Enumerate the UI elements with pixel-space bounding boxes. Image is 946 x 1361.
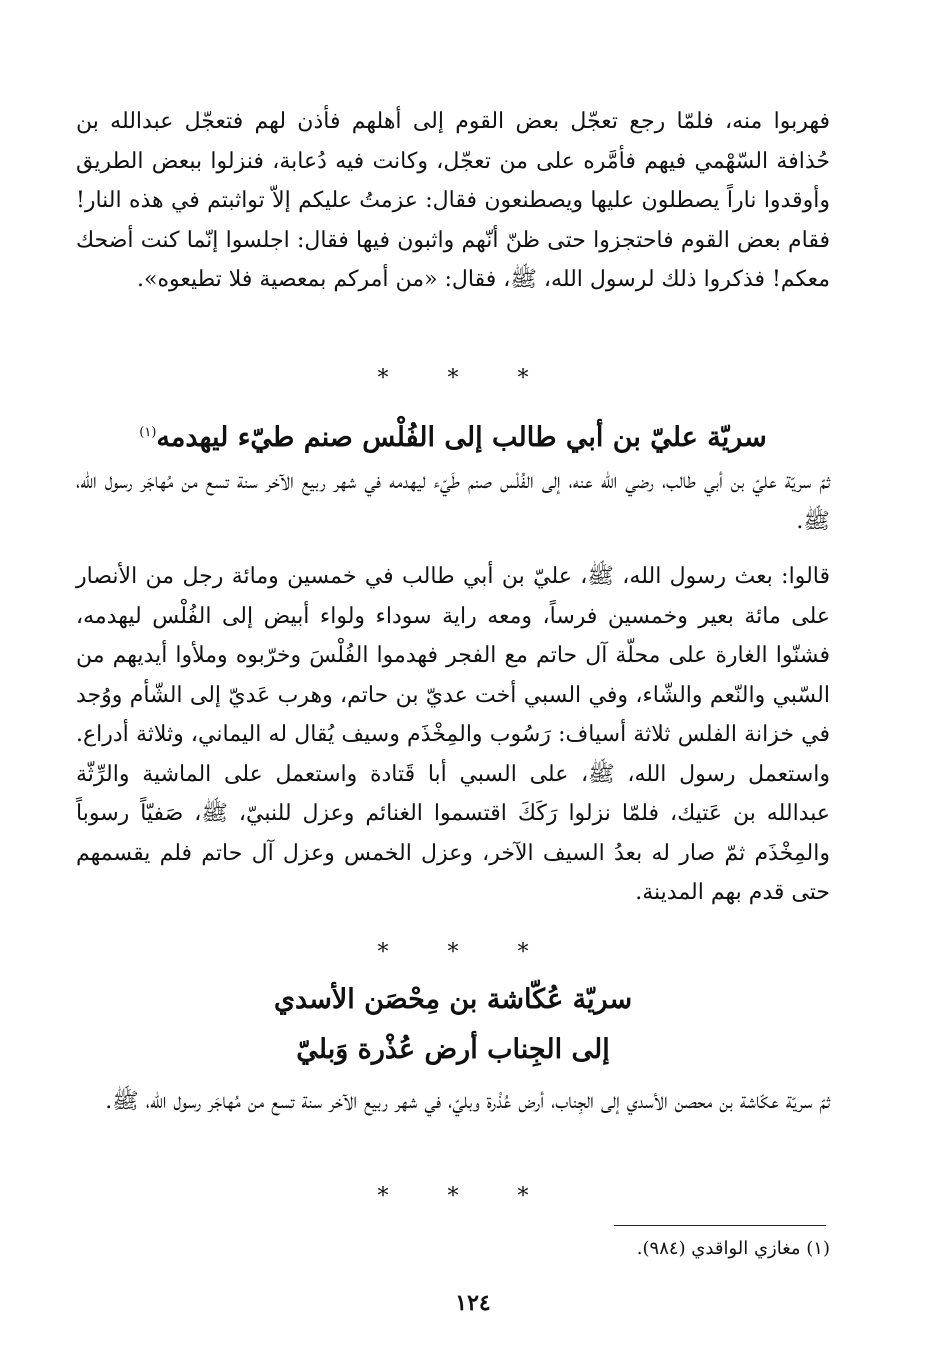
footnote-divider — [614, 1225, 826, 1226]
paragraph-ukkasha — [76, 1082, 830, 1122]
page-number: ١٢٤ — [455, 1290, 491, 1316]
paragraph-ali-narrative — [76, 557, 830, 913]
paragraph-opening — [76, 102, 830, 300]
separator-star: * — [517, 366, 529, 391]
heading-text: سريّة عليّ بن أبي طالب إلى الفُلْس صنم طيّء ليهدمه — [156, 422, 767, 453]
heading-line-2: إلى الجِناب أرض عُذْرة وَبليّ — [296, 1034, 610, 1065]
separator-star: * — [447, 366, 459, 391]
paragraph-text: ثمّ سريّة عليّ بن أبي طالب، رضي الله عنه، إلى الفُلْس صنم طَيّء ليهدمه في شهر ربيع الآخر سنة تسع من مُهاجَر رسول الله، ﷺ. — [76, 469, 830, 534]
footnote-marker: (١) — [139, 425, 157, 440]
separator-star: * — [517, 1184, 529, 1209]
section-heading-ukkasha-line-2 — [76, 1025, 830, 1075]
paragraph-text: ثمّ سريّة عكّاشة بن محصن الأسدي إلى الجِناب، أرض عُذْرة وبليّ، في شهر ربيع الآخر سنة تسع من مُهاجَر رسول الله، ﷺ. — [105, 1089, 830, 1114]
section-separator — [76, 366, 830, 391]
separator-star: * — [377, 940, 389, 965]
footnote: (١) مغازي الواقدي (٩٨٤). — [636, 1238, 830, 1259]
paragraph-text: فهربوا منه، فلمّا رجع تعجّل بعض القوم إلى أهلهم فأذن لهم فتعجّل عبدالله بن حُذافة السّهْمي فيهم فأمَّره على من تعجّل، وكانت فيه دُعابة، فنزلوا ببعض الطريق وأوقدوا ناراً يصطلون عليها ويصطنعون فقال: عزمتُ عليكم إلاّ تواثبتم في هذه النار! فقام بعض القوم فاحتجزوا حتى ظنّ أنّهم واثبون فيها فقال: اجلسوا إنّما كنت أضحك معكم! فذكروا ذلك لرسول الله، ﷺ، فقال: «من أمركم بمعصية فلا تطيعوه». — [76, 109, 830, 292]
paragraph-ali-intro — [76, 462, 830, 541]
section-heading-ali — [76, 408, 830, 463]
section-heading-ukkasha — [76, 975, 830, 1025]
separator-star: * — [517, 940, 529, 965]
separator-star: * — [377, 1184, 389, 1209]
separator-star: * — [447, 940, 459, 965]
heading-line-1: سريّة عُكّاشة بن مِحْصَن الأسدي — [273, 984, 633, 1015]
separator-star: * — [447, 1184, 459, 1209]
section-separator — [76, 1184, 830, 1209]
separator-star: * — [377, 366, 389, 391]
paragraph-text: قالوا: بعث رسول الله، ﷺ، عليّ بن أبي طالب في خمسين ومائة رجل من الأنصار على مائة بعير وخمسين فرساً، ومعه راية سوداء ولواء أبيض إلى الفُلْس ليهدمه، فشنّوا الغارة على محلّة آل حاتم مع الفجر فهدموا الفُلْسَ وخرّبوه وملأوا أيديهم من السّبي والنّعم والشّاء، وفي السبي أخت عديّ بن حاتم، وهرب عَديّ إلى الشّأم ووُجد في خزانة الفلس ثلاثة أسياف: رَسُوب والمِخْذَم وسيف يُقال له اليماني، وثلاثة أدراع. واستعمل رسول الله، ﷺ، على السبي أبا قَتادة واستعمل على الماشية والرِّثّة عبدالله بن عَتيك، فلمّا نزلوا رَكَكَ اقتسموا الغنائم وعزل للنبيّ، ﷺ، صَفيّاً رسوباً والمِخْذَم ثمّ صار له بعدُ السيف الآخر، وعزل الخمس وعزل آل حاتم فلم يقسمهم حتى قدم بهم المدينة. — [76, 564, 830, 905]
section-separator — [76, 940, 830, 965]
